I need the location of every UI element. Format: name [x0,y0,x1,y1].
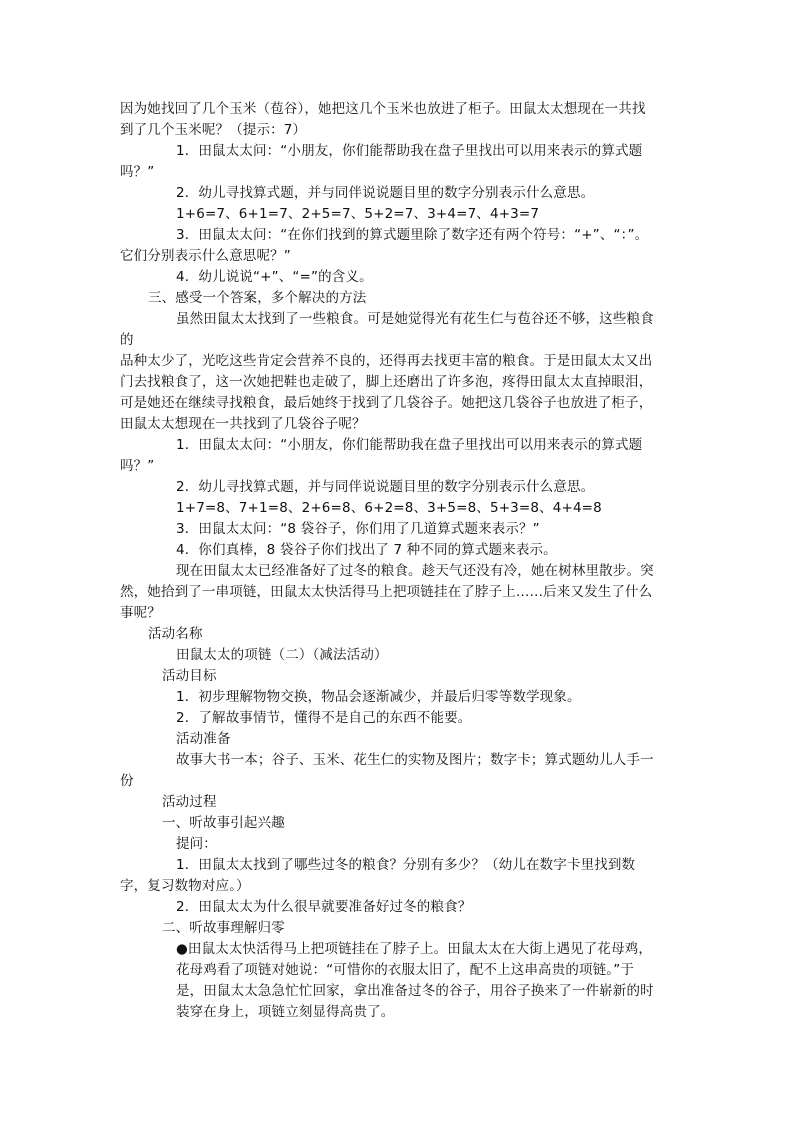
section-heading: 活动目标 [162,668,217,684]
text-line: 花母鸡看了项链对她说：“可惜你的衣服太旧了，配不上这串高贵的项链。”于 [176,962,634,978]
text-line: 品种太少了，光吃这些肯定会营养不良的，还得再去找更丰富的粮食。于是田鼠太太又出 [120,353,653,369]
text-line: 然，她拾到了一串项链，田鼠太太快活得马上把项链挂在了脖子上……后来又发生了什么 [120,584,653,600]
text-line: ●田鼠太太快活得马上把项链挂在了脖子上。田鼠太太在大街上遇见了花母鸡， [176,941,653,957]
text-line: 3．田鼠太太问：“在你们找到的算式题里除了数字还有两个符号：“+”、“：”。 [176,227,649,243]
text-line: 可是她还在继续寻找粮食，最后她终于找到了几袋谷子。她把这几袋谷子也放进了柜子， [120,395,653,411]
text-line: 4．你们真棒，8 袋谷子你们找出了 7 种不同的算式题来表示。 [176,542,557,558]
text-line: 1．田鼠太太问：“小朋友，你们能帮助我在盘子里找出可以用来表示的算式题 [176,143,643,159]
text-line: 字，复习数物对应。） [120,878,250,894]
text-line: 2．了解故事情节，懂得不是自己的东西不能要。 [176,710,472,726]
equation-line: 1+7=8、7+1=8、2+6=8、6+2=8、3+5=8、5+3=8、4+4=8 [176,500,602,516]
text-line: 故事大书一本；谷子、玉米、花生仁的实物及图片；数字卡；算式题幼儿人手一 [176,752,654,768]
text-line: 因为她找回了几个玉米（苞谷），她把这几个玉米也放进了柜子。田鼠太太想现在一共找 [120,101,646,117]
text-line: 是，田鼠太太急急忙忙回家，拿出准备过冬的谷子，用谷子换来了一件崭新的时 [176,983,654,999]
text-line: 现在田鼠太太已经准备好了过冬的粮食。趁天气还没有冷，她在树林里散步。突 [176,563,654,579]
section-heading: 二、听故事理解归零 [162,920,285,936]
text-line: 门去找粮食了，这一次她把鞋也走破了，脚上还磨出了许多泡，疼得田鼠太太直掉眼泪， [120,374,653,390]
text-line: 1．田鼠太太找到了哪些过冬的粮食？分别有多少？（幼儿在数字卡里找到数 [176,857,636,873]
text-line: 装穿在身上，项链立刻显得高贵了。 [176,1004,395,1020]
text-line: 4．幼儿说说“+”、“=”的含义。 [176,269,373,285]
text-line: 吗？” [120,458,155,474]
text-line: 1．初步理解物物交换，物品会逐渐减少，并最后归零等数学现象。 [176,689,581,705]
text-line: 事呢？ [120,605,161,621]
text-line: 2．田鼠太太为什么很早就要准备好过冬的粮食？ [176,899,472,915]
text-line: 到了几个玉米呢？（提示：7） [120,122,307,138]
section-heading: 一、听故事引起兴趣 [162,815,285,831]
text-line: 2．幼儿寻找算式题，并与同伴说说题目里的数字分别表示什么意思。 [176,185,595,201]
text-line: 份 [120,773,134,789]
text-line: 3．田鼠太太问：“8 袋谷子，你们用了几道算式题来表示？” [176,521,540,537]
text-line: 1．田鼠太太问：“小朋友，你们能帮助我在盘子里找出可以用来表示的算式题 [176,437,643,453]
text-line: 田鼠太太想现在一共找到了几袋谷子呢？ [120,416,366,432]
text-line: 吗？” [120,164,155,180]
text-line: 2．幼儿寻找算式题，并与同伴说说题目里的数字分别表示什么意思。 [176,479,595,495]
equation-line: 1+6=7、6+1=7、2+5=7、5+2=7、3+4=7、4+3=7 [176,206,540,222]
activity-title: 田鼠太太的项链（二）（减法活动） [176,647,388,663]
section-heading: 活动过程 [162,794,217,810]
text-line: 它们分别表示什么意思呢？” [120,248,291,264]
text-line: 虽然田鼠太太找到了一些粮食。可是她觉得光有花生仁与苞谷还不够，这些粮食 [176,311,654,327]
text-line: 的 [120,332,134,348]
section-heading: 三、感受一个答案，多个解决的方法 [148,290,367,306]
section-heading: 活动名称 [148,626,203,642]
text-line: 提问： [176,836,217,852]
section-heading: 活动准备 [176,731,231,747]
